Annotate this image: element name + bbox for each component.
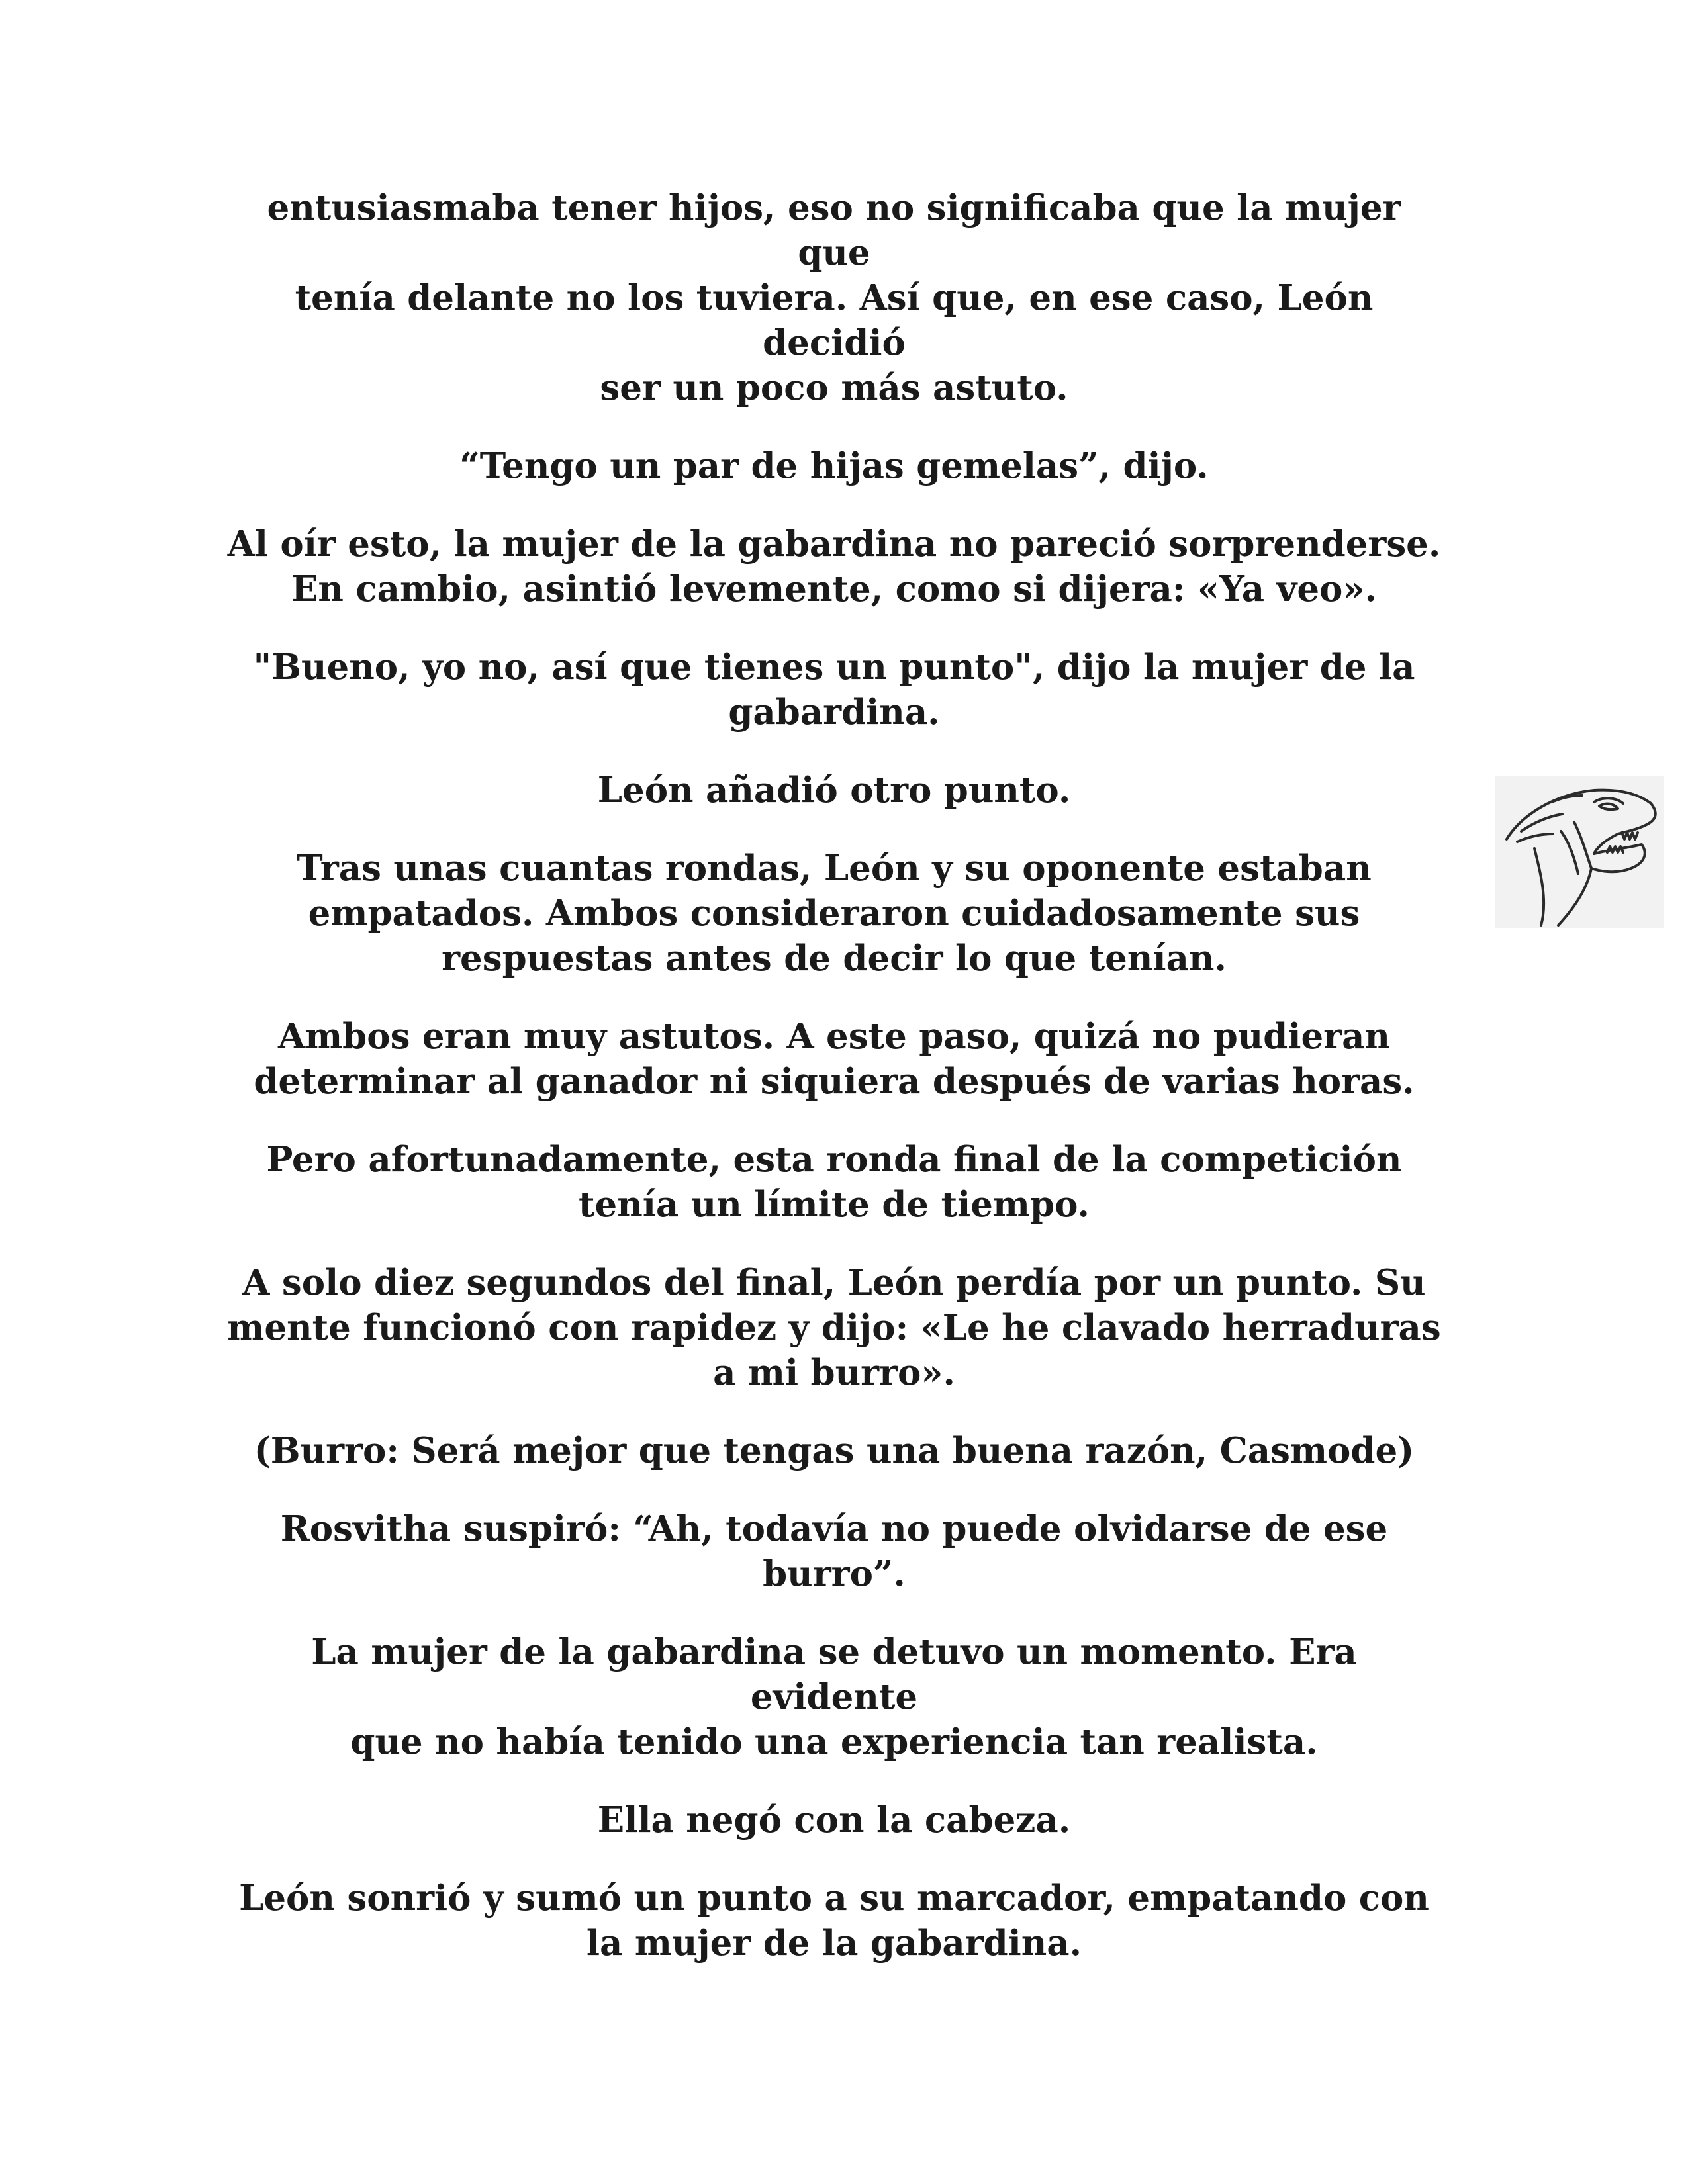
paragraph: entusiasmaba tener hijos, eso no significaba que la mujer que tenía delante no los tuviera. Así que, en ese caso, León decidió ser un poco más astuto. [267,187,1401,408]
paragraph: (Burro: Será mejor que tengas una buena razón, Casmode) [254,1430,1415,1471]
paragraph: Ella negó con la cabeza. [597,1799,1071,1841]
dinosaur-head-sketch-icon [1495,776,1664,928]
paragraph: Pero afortunadamente, esta ronda final de la competición tenía un límite de tiempo. [266,1139,1402,1225]
paragraph: A solo diez segundos del final, León perdía por un punto. Su mente funcionó con rapidez y dijo: «Le he clavado herraduras a mi burro». [227,1262,1441,1393]
paragraph: Tras unas cuantas rondas, León y su oponente estaban empatados. Ambos consideraron cuidadosamente sus respuestas antes de decir lo que tenían. [297,848,1372,979]
paragraph: "Bueno, yo no, así que tienes un punto", dijo la mujer de la gabardina. [253,647,1415,733]
body-text [225,185,1443,1999]
paragraph: Ambos eran muy astutos. A este paso, quizá no pudieran determinar al ganador ni siquiera después de varias horas. [254,1016,1415,1102]
paragraph: Al oír esto, la mujer de la gabardina no pareció sorprenderse. En cambio, asintió levemente, como si dijera: «Ya veo». [227,523,1441,610]
paragraph: La mujer de la gabardina se detuvo un momento. Era evidente que no había tenido una experiencia tan realista. [311,1631,1357,1762]
paragraph: “Tengo un par de hijas gemelas”, dijo. [459,445,1209,486]
paragraph: León sonrió y sumó un punto a su marcador, empatando con la mujer de la gabardina. [239,1878,1429,1964]
paragraph: Rosvitha suspiró: “Ah, todavía no puede olvidarse de ese burro”. [280,1508,1388,1594]
paragraph: León añadió otro punto. [597,770,1071,811]
